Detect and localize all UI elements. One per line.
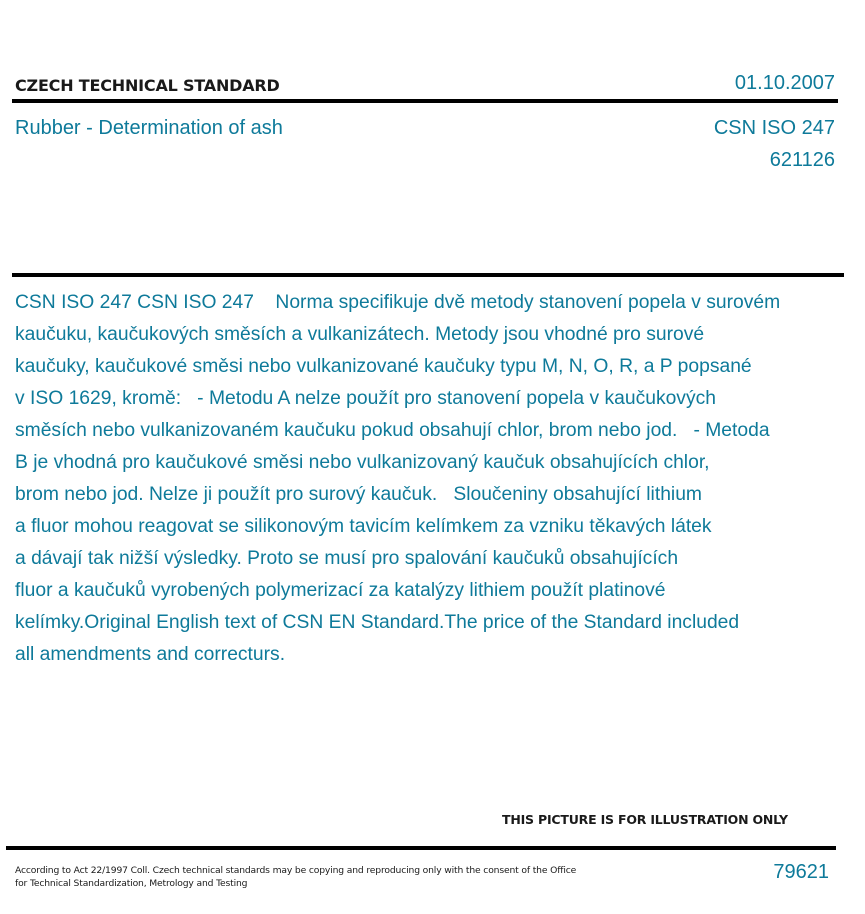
legal-notice-line: for Technical Standardization, Metrology and Testing xyxy=(15,878,248,889)
description-line: all amendments and correcturs. xyxy=(15,644,286,665)
description-line: brom nebo jod. Nelze ji použít pro surový kaučuk. Sloučeniny obsahující lithium xyxy=(15,484,702,505)
header-divider xyxy=(12,99,838,103)
classification-number: 621126 xyxy=(769,149,835,171)
description-line: B je vhodná pro kaučukové směsi nebo vulkanizovaný kaučuk obsahujících chlor, xyxy=(15,452,710,473)
description-line: a dávají tak nižší výsledky. Proto se musí pro spalování kaučuků obsahujících xyxy=(15,548,679,569)
description-line: fluor a kaučuků vyrobených polymerizací za katalýzy lithiem použít platinové xyxy=(15,580,666,601)
footer-divider xyxy=(6,846,836,850)
description-line: a fluor mohou reagovat se silikonovým tavicím kelímkem za vzniku těkavých látek xyxy=(15,516,712,537)
description-line: CSN ISO 247 CSN ISO 247 Norma specifikuje dvě metody stanovení popela v surovém xyxy=(15,292,781,313)
description-line: směsích nebo vulkanizovaném kaučuku pokud obsahují chlor, brom nebo jod. - Metoda xyxy=(15,420,770,441)
section-divider xyxy=(12,273,844,277)
document-id: 79621 xyxy=(773,861,829,883)
description-line: kaučuky, kaučukové směsi nebo vulkanizované kaučuky typu M, N, O, R, a P popsané xyxy=(15,356,752,377)
standard-subject: Rubber - Determination of ash xyxy=(15,117,283,139)
legal-notice-line: According to Act 22/1997 Coll. Czech technical standards may be copying and reproducing only with the consent of the Office xyxy=(15,865,577,876)
illustration-notice: THIS PICTURE IS FOR ILLUSTRATION ONLY xyxy=(502,812,788,827)
standard-code: CSN ISO 247 xyxy=(713,117,835,139)
description-line: kaučuku, kaučukových směsích a vulkanizátech. Metody jsou vhodné pro surové xyxy=(15,324,705,345)
publication-date: 01.10.2007 xyxy=(734,72,835,94)
legal-notice xyxy=(15,864,595,890)
description-line: v ISO 1629, kromě: - Metodu A nelze použít pro stanovení popela v kaučukových xyxy=(15,388,716,409)
standard-description xyxy=(15,287,860,671)
description-line: kelímky.Original English text of CSN EN Standard.The price of the Standard included xyxy=(15,612,740,633)
document-type-heading: CZECH TECHNICAL STANDARD xyxy=(15,76,280,95)
